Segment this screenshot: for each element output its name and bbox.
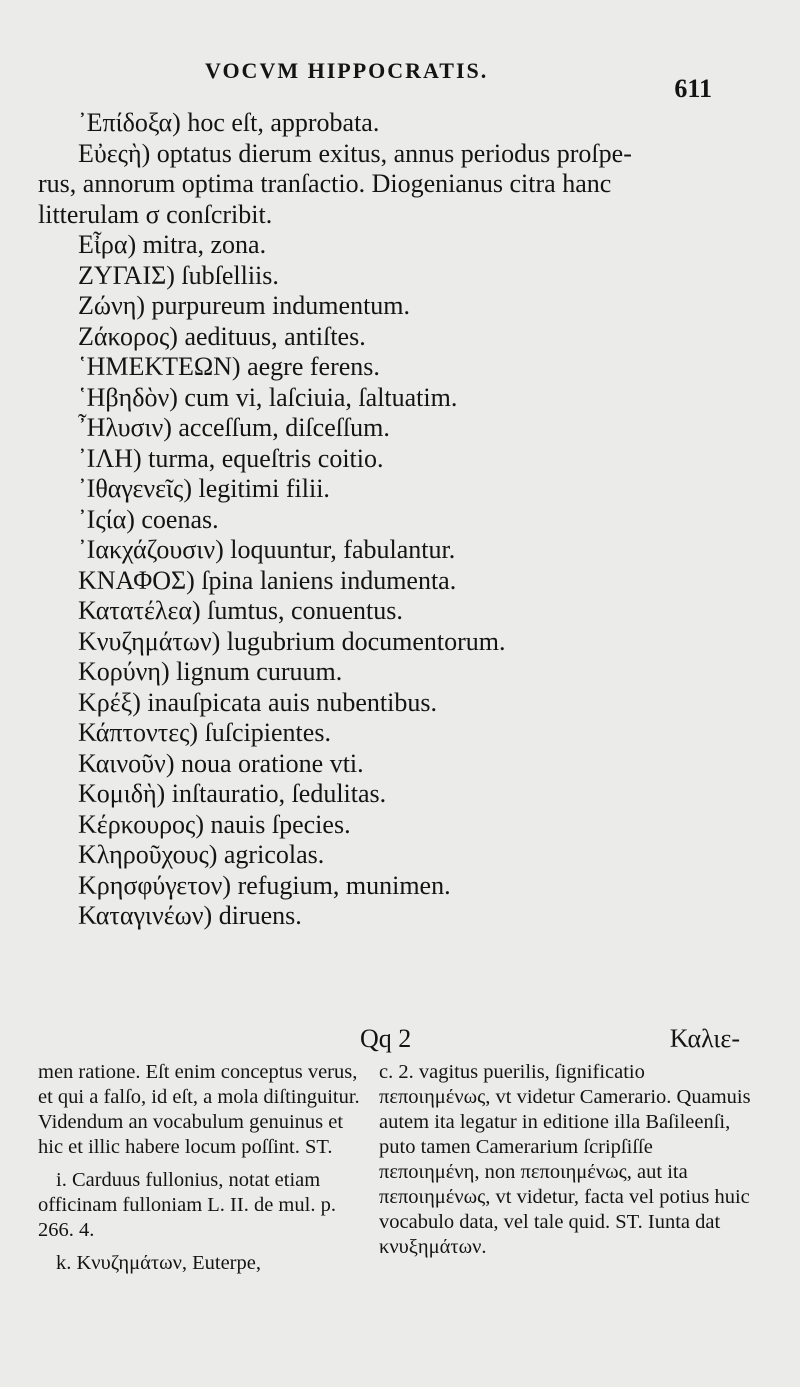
footnote-paragraph: i. Carduus fullonius, notat etiam officinam fulloniam L. II. de mul. p. 266. 4. — [38, 1169, 336, 1241]
page-number: 611 — [674, 74, 712, 103]
footnote-column-right — [379, 1060, 752, 1284]
glossary-entry: ᾿Ιςία) coenas. — [78, 504, 219, 534]
glossary-entry: Κορύνη) lignum curuum. — [78, 657, 343, 686]
glossary-entry: Ζάκορος) aedituus, antiſtes. — [78, 321, 366, 351]
glossary-entry: Κρησφύγετον) refugium, munimen. — [78, 870, 451, 900]
glossary-entries — [38, 108, 728, 932]
signature-line — [360, 1024, 740, 1054]
glossary-entry: ᾿Ιακχάζουσιν) loquuntur, fabulantur. — [78, 535, 456, 564]
glossary-entry: ᾿Επίδοξα) hoc eſt, approbata. — [78, 108, 380, 137]
glossary-entry: ῾Ηβηδὸν) cum vi, laſciuia, ſaltuatim. — [78, 382, 458, 412]
footnote-paragraph: k. Κνυζημάτων, Euterpe, — [56, 1252, 261, 1274]
glossary-entry: Κληροῦχους) agricolas. — [78, 840, 325, 869]
footnote-paragraph: c. 2. vagitus puerilis, ſignificatio πεποιημένως, vt videtur Camerario. Quamuis autem ita legatur in editione illa Baſileenſi, puto tamen Camerarium ſcripſiſſe πεποιημένη, non πεποιημένως, aut ita πεποιημένως, vt videtur, facta vel potius huic vocabulo data, vel tale quid. ST. Iunta dat κνυξημάτων. — [379, 1061, 751, 1258]
glossary-entry: ῏Ηλυσιν) acceſſum, diſceſſum. — [78, 413, 390, 442]
glossary-entry: Ζώνη) purpureum indumentum. — [78, 291, 411, 320]
glossary-entry: Κάπτοντες) ſuſcipientes. — [78, 718, 331, 747]
glossary-entry: Κρέξ) inauſpicata auis nubentibus. — [78, 687, 437, 717]
glossary-entry: ᾿ΙΛΗ) turma, equeſtris coitio. — [78, 443, 384, 473]
glossary-entry: Καινοῦν) noua oratione vti. — [78, 748, 364, 778]
glossary-entry: Εὐεςὴ) optatus dierum exitus, annus periodus proſpe- — [78, 138, 632, 168]
signature-mark: Qq 2 — [360, 1024, 412, 1053]
glossary-entry: ΚΝΑΦΟΣ) ſpina laniens indumenta. — [78, 565, 457, 595]
glossary-entry: Εἶρα) mitra, zona. — [78, 230, 267, 259]
glossary-entry: ΖΥΓΑΙΣ) ſubſelliis. — [78, 260, 279, 290]
footnote-column-left — [38, 1060, 365, 1284]
glossary-entry: ῾ΗΜΕΚΤΕΩΝ) aegre ferens. — [78, 352, 380, 381]
glossary-entry: Κομιδὴ) inſtauratio, ſedulitas. — [78, 779, 387, 808]
catchword: Καλιε- — [669, 1024, 740, 1053]
glossary-entry: Κέρκουρος) nauis ſpecies. — [78, 809, 351, 839]
glossary-entry: litterulam σ conſcribit. — [38, 199, 273, 229]
glossary-entry: ᾿Ιθαγενεῖς) legitimi filii. — [78, 474, 330, 503]
footnotes — [38, 1060, 752, 1284]
footnote-paragraph: men ratione. Eſt enim conceptus verus, et qui a falſo, id eſt, a mola diſtinguitur. Videndum an vocabulum genuinus et hic et illic habere locum poſſint. ST. — [38, 1061, 360, 1158]
running-title: VOCVM HIPPOCRATIS. — [205, 58, 489, 83]
glossary-entry: rus, annorum optima tranſactio. Diogenianus citra hanc — [38, 169, 612, 198]
glossary-entry: Καταγινέων) diruens. — [78, 901, 302, 930]
glossary-entry: Κνυζημάτων) lugubrium documentorum. — [78, 626, 506, 656]
glossary-entry: Κατατέλεα) ſumtus, conuentus. — [78, 596, 403, 625]
